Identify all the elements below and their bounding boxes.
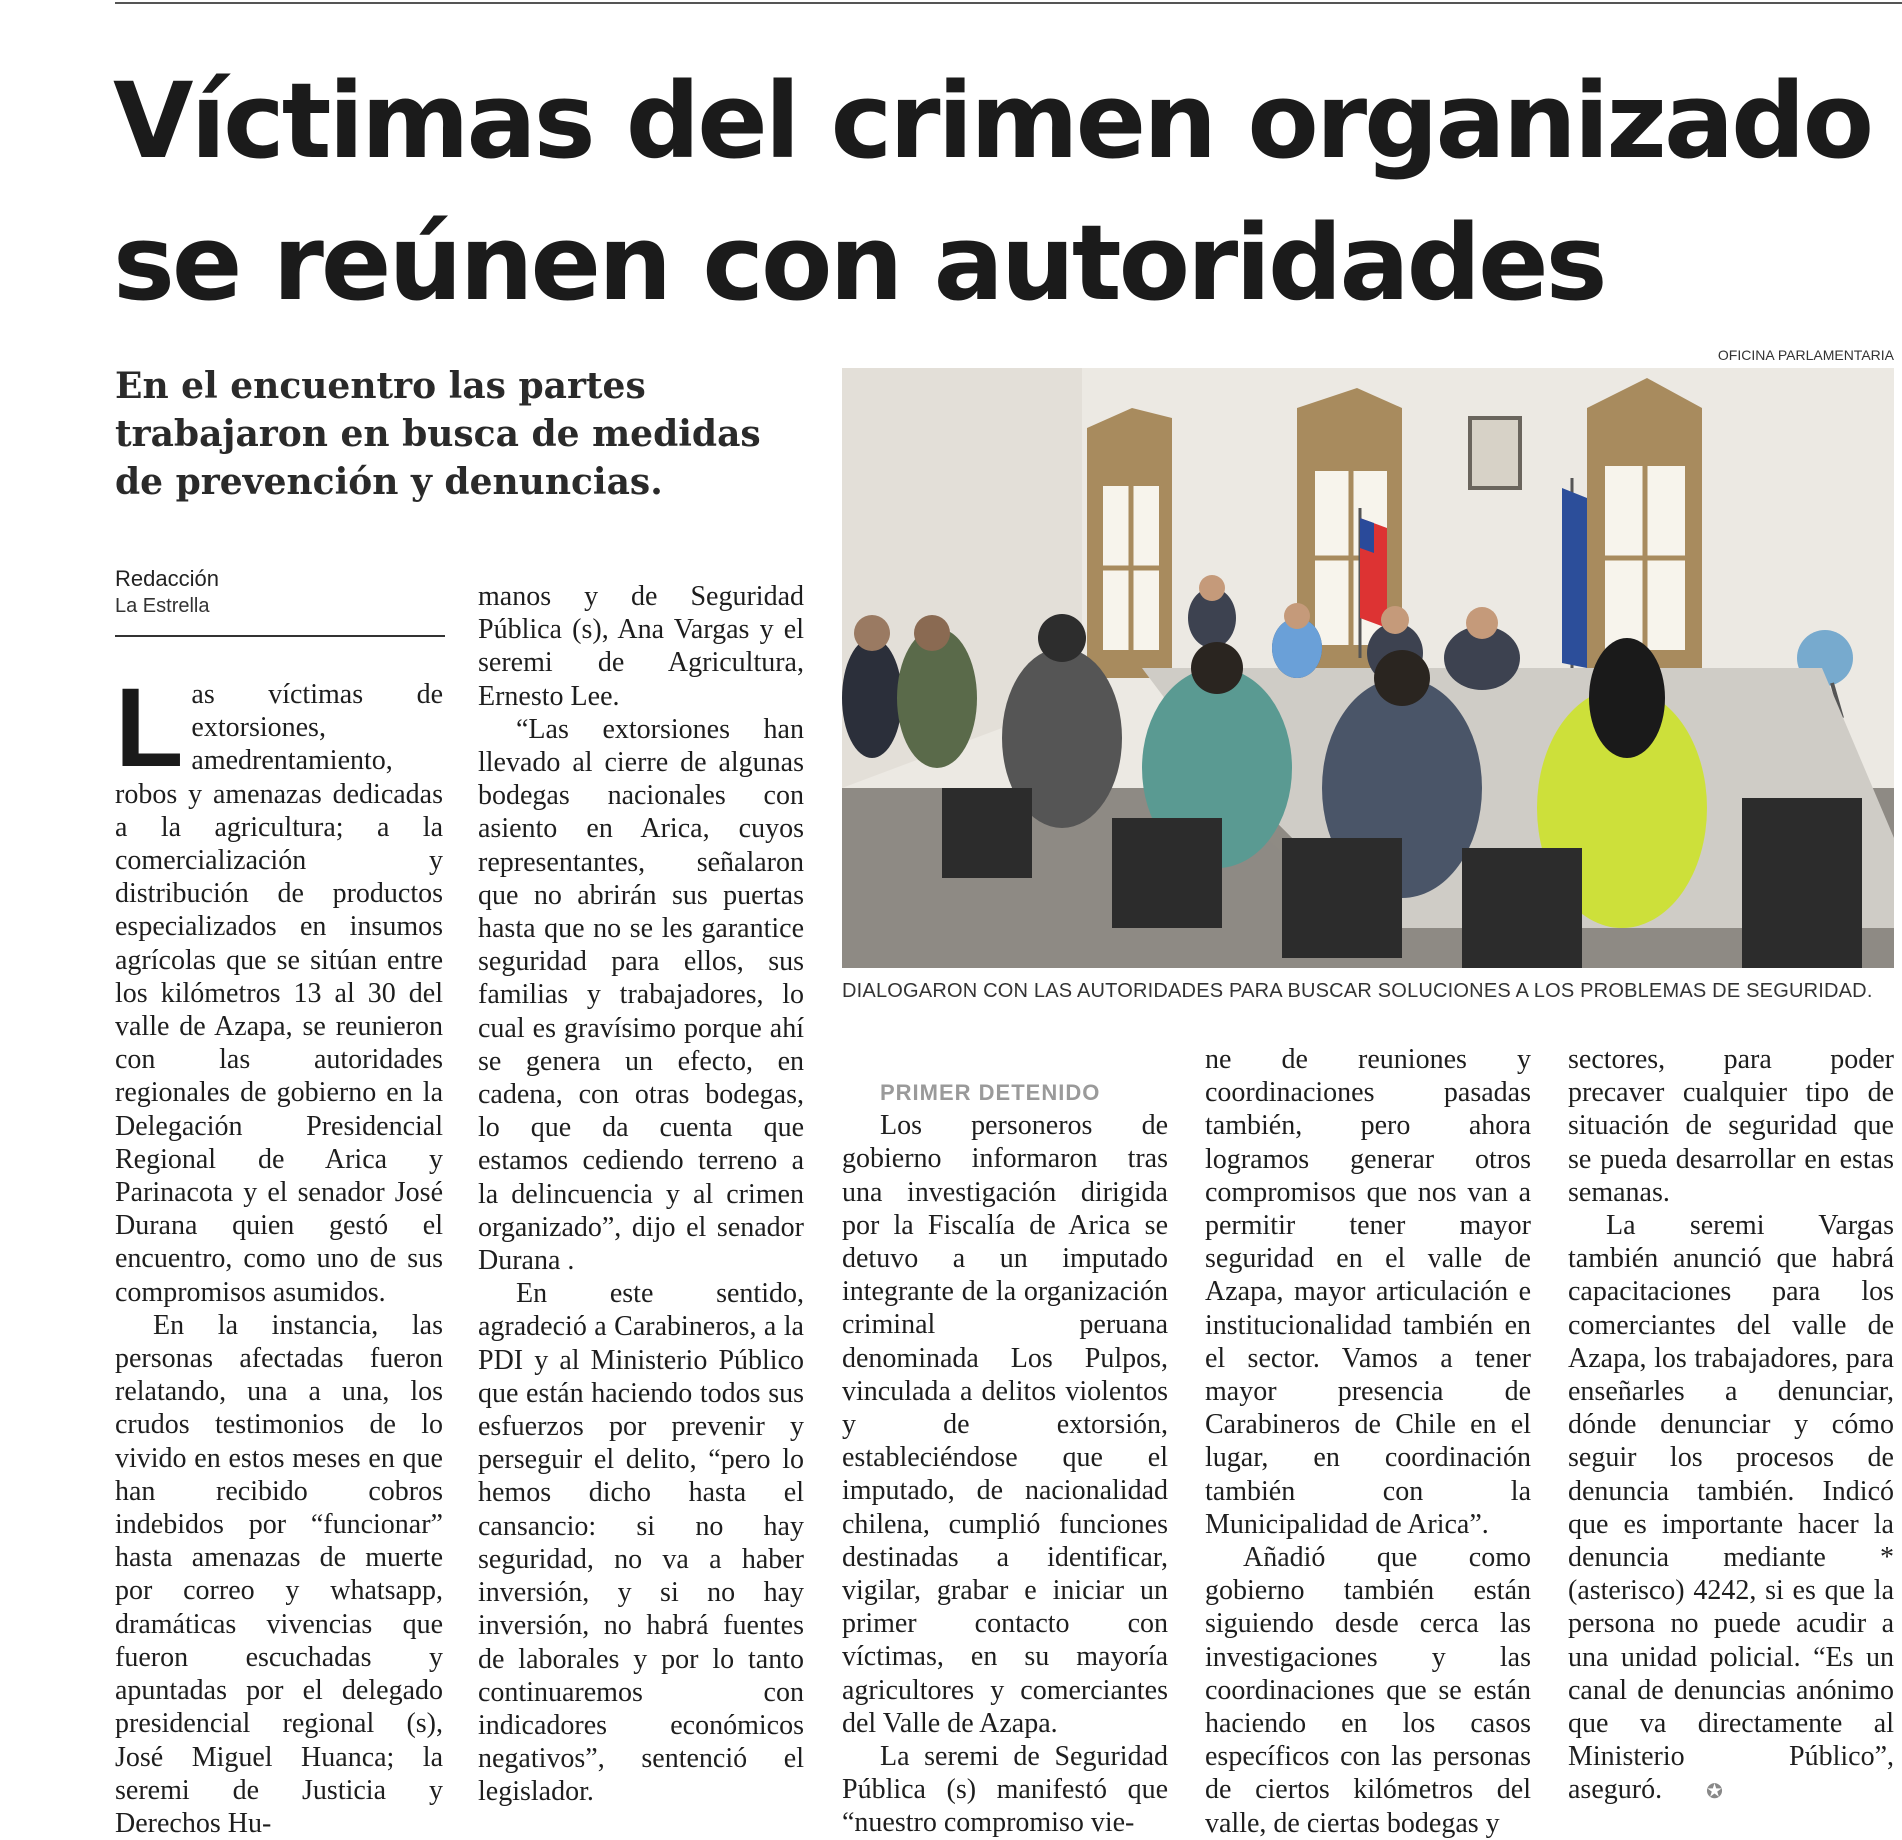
article-paragraph (1568, 1209, 1894, 1810)
article-column-5 (1568, 1043, 1894, 1810)
top-rule (115, 2, 1902, 4)
article-paragraph: sectores, para poder precaver cualquier tipo de situación de seguridad que se pueda desarrollar en estas semanas. (1568, 1044, 1894, 1208)
headline: Víctimas del crimen organizado se reúnen con autoridades (113, 60, 1872, 324)
article-paragraph: Los personeros de gobierno informaron tras una investigación dirigida por la Fiscalía de Arica se detuvo a un imputado integrante de la organización criminal peruana denominada Los Pulpos, vinculada a delitos violentos y de extorsión, estableciéndose que el imputado, de nacionalidad chilena, cumplió funciones destinadas a identificar, vigilar, grabar e iniciar un primer contacto con víctimas, en su mayoría agricultores y comerciantes del Valle de Azapa. (842, 1110, 1168, 1739)
photo-caption: DIALOGARON CON LAS AUTORIDADES PARA BUSCAR SOLUCIONES A LOS PROBLEMAS DE SEGURIDAD. (842, 980, 1873, 1002)
news-photo (842, 368, 1894, 968)
byline (115, 565, 445, 637)
byline-author: Redacción (115, 566, 219, 591)
article-paragraph: Añadió que como gobierno también están siguiendo desde cerca las investigaciones y las coordinaciones que se están haciendo en los casos específicos con las personas de ciertos kilómetros del valle, de ciertas bodegas y (1205, 1542, 1531, 1839)
end-mark-icon: ✪ (1706, 1781, 1723, 1804)
article-paragraph: En este sentido, agradeció a Carabineros, a la PDI y al Ministerio Público que están haciendo todos sus esfuerzos por prevenir y perseguir el delito, “pero lo hemos dicho hasta el cansancio: si no hay seguridad, no va a haber inversión, y si no hay inversión, no habrá fuentes de laborales y por lo tanto continuaremos con indicadores económicos negativos”, sentenció el legislador. (478, 1278, 804, 1808)
subheadline: En el encuentro las partes trabajaron en busca de medidas de prevención y denuncias. (115, 365, 761, 503)
article-column-4 (1205, 1043, 1531, 1840)
section-heading: PRIMER DETENIDO (880, 1080, 1101, 1105)
photo-credit: OFICINA PARLAMENTARIA (1717, 347, 1894, 363)
article-paragraph: En la instancia, las personas afectadas fueron relatando, una a una, los crudos testimonios de lo vivido en estos meses en que han recibido cobros indebidos por “funcionar” hasta amenazas de muerte por correo y whatsapp, dramáticas vivencias que fueron escuchadas y apuntadas por el delegado presidencial regional (s), José Miguel Huanca; la seremi de Justicia y Derechos Hu- (115, 1309, 443, 1839)
article-paragraph: “Las extorsiones han llevado al cierre de algunas bodegas nacionales con asiento en Arica, cuyos representantes, señalaron que no abrirán sus puertas hasta que no se les garantice seguridad para ellos, sus familias y trabajadores, lo cual es gravísimo porque ahí se genera un efecto, en cadena, con otras bodegas, lo que da cuenta que estamos cediendo terreno a la delincuencia y al crimen organizado”, dijo el senador Durana . (478, 713, 804, 1277)
article-column-2 (478, 580, 804, 1809)
article-column-3 (842, 1076, 1168, 1840)
drop-cap: L (115, 665, 184, 790)
article-paragraph (115, 665, 443, 1309)
article-paragraph: La seremi de Seguridad Pública (s) manifestó que “nuestro compromiso vie- (842, 1741, 1168, 1839)
paragraph-text: La seremi Vargas también anunció que habrá capacitaciones para los comerciantes del valle de Azapa, los trabajadores, para enseñarles a denunciar, dónde denunciar y cómo seguir los procesos de denuncia también. Indicó que es importante hacer la denuncia mediante *(asterisco) 4242, si es que la persona no puede acudir a una unidad policial. “Es un canal de denuncias anónimo que va directamente al Ministerio Público”, aseguró. (1568, 1210, 1894, 1806)
article-paragraph: manos y de Seguridad Pública (s), Ana Vargas y el seremi de Agricultura, Ernesto Lee. (478, 581, 804, 712)
byline-outlet: La Estrella (115, 595, 210, 617)
paragraph-text: as víctimas de extorsiones, amedrentamiento, robos y amenazas dedicadas a la agricultura; a la comercialización y distribución de productos especializados en insumos agrícolas que se sitúan entre los kilómetros 13 al 30 del valle de Azapa, se reunieron con las autoridades regionales de gobierno en la Delegación Presidencial Regional de Arica y Parinacota y el senador José Durana quien gestó el encuentro, como uno de sus compromisos asumidos. (115, 679, 443, 1308)
article-column-1 (115, 665, 443, 1840)
article-paragraph: ne de reuniones y coordinaciones pasadas también, pero ahora logramos generar otros compromisos que nos van a permitir tener mayor seguridad en el valle de Azapa, mayor articulación e institucionalidad también en el sector. Vamos a tener mayor presencia de Carabineros de Chile en el lugar, en coordinación también con la Municipalidad de Arica”. (1205, 1044, 1531, 1540)
